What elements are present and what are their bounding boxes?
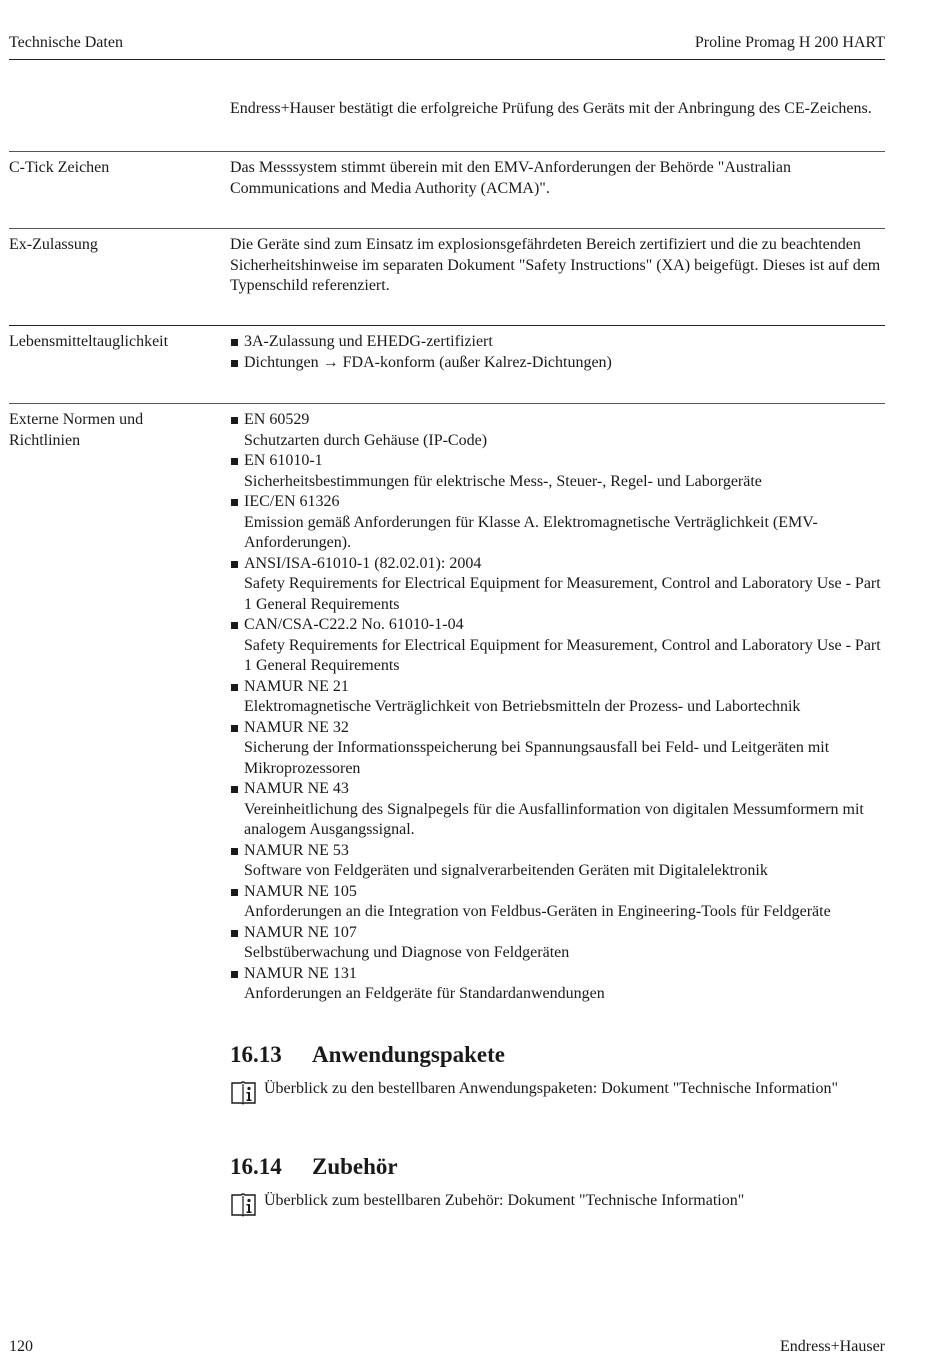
- section-number: 16.14: [230, 1154, 282, 1179]
- standard-description: Anforderungen an die Integration von Feldbus-Geräten in Engineering-Tools für Feldgeräte: [244, 903, 831, 920]
- spec-text: Die Geräte sind zum Einsatz im explosionsgefährdeten Bereich zertifiziert und die zu beachtenden Sicherheitshinweise im separaten Dokument "Safety Instructions" (XA) beigefügt. Dieses ist auf dem Typenschild referenziert.: [230, 236, 881, 294]
- standard-item: [230, 451, 885, 492]
- standard-description: Schutzarten durch Gehäuse (IP-Code): [244, 431, 488, 449]
- spec-row-ex-approval: [9, 228, 885, 324]
- standard-code: CAN/CSA-C22.2 No. 61010-1-04: [244, 616, 464, 633]
- standard-item: [230, 841, 885, 882]
- standard-item: [230, 615, 885, 677]
- standard-code: ANSI/ISA-61010-1 (82.02.01): 2004: [244, 554, 482, 572]
- spec-label: Externe Normen und Richtlinien: [9, 411, 144, 449]
- spec-row-standards: [9, 403, 885, 1014]
- standard-description: Anforderungen an Feldgeräte für Standardanwendungen: [244, 985, 605, 1002]
- footer-brand: Endress+Hauser: [780, 1338, 885, 1355]
- standard-code: EN 61010-1: [244, 452, 323, 469]
- book-info-icon: [230, 1191, 257, 1217]
- list-item: Dichtungen → FDA-konform (außer Kalrez-Dichtungen): [230, 353, 885, 374]
- standards-list: [230, 410, 885, 1005]
- standard-code: NAMUR NE 131: [244, 964, 357, 982]
- spec-label: Ex-Zulassung: [9, 236, 98, 253]
- note-text: Überblick zum bestellbaren Zubehör: Dokument "Technische Information": [264, 1192, 745, 1209]
- section-application-packages: [230, 1041, 885, 1100]
- note-text: Überblick zu den bestellbaren Anwendungspaketen: Dokument "Technische Information": [264, 1080, 838, 1097]
- spec-content: [230, 410, 885, 1005]
- spec-label: C-Tick Zeichen: [9, 159, 110, 176]
- standard-item: [230, 882, 885, 923]
- section-heading: [230, 1041, 885, 1069]
- page-number: 120: [9, 1338, 33, 1355]
- page-header: [9, 33, 885, 60]
- book-info-icon: [230, 1079, 257, 1105]
- spec-text: Das Messsystem stimmt überein mit den EMV-Anforderungen der Behörde "Australian Communications and Media Authority (ACMA)".: [230, 159, 791, 197]
- standard-code: NAMUR NE 21: [244, 677, 349, 695]
- standard-item: [230, 554, 885, 616]
- header-product-name: Proline Promag H 200 HART: [694, 34, 885, 51]
- standard-item: [230, 410, 885, 451]
- standard-item: [230, 779, 885, 841]
- standard-description: Sicherheitsbestimmungen für elektrische Mess-, Steuer-, Regel- und Laborgeräte: [244, 472, 762, 490]
- standard-description: Safety Requirements for Electrical Equipment for Measurement, Control and Laboratory Use - Part 1 General Requirements: [244, 575, 881, 613]
- bullet-list: [230, 332, 885, 373]
- spec-label: Lebensmitteltauglichkeit: [9, 333, 169, 350]
- standard-description: Emission gemäß Anforderungen für Klasse A. Elektromagnetische Verträglichkeit (EMV-Anforderungen).: [244, 513, 818, 551]
- ce-intro-text: Endress+Hauser bestätigt die erfolgreiche Prüfung des Geräts mit der Anbringung des CE-Zeichens.: [230, 100, 872, 117]
- standard-description: Software von Feldgeräten und signalverarbeitenden Geräten mit Digitalelektronik: [244, 862, 768, 879]
- standard-item: [230, 677, 885, 718]
- standard-code: NAMUR NE 53: [244, 841, 349, 859]
- spec-content: [230, 332, 885, 373]
- standard-description: Vereinheitlichung des Signalpegels für die Ausfallinformation von digitalen Messumformern mit analogem Ausgangssignal.: [244, 800, 864, 838]
- reference-note: [230, 1079, 885, 1100]
- section-number: 16.13: [230, 1042, 282, 1067]
- standard-description: Sicherung der Informationsspeicherung bei Spannungsausfall bei Feld- und Leitgeräten mit Mikroprozessoren: [244, 739, 830, 777]
- spec-row-c-tick: [9, 151, 885, 227]
- standard-code: NAMUR NE 32: [244, 718, 349, 736]
- standard-item: [230, 718, 885, 780]
- standard-item: [230, 492, 885, 554]
- standard-description: Safety Requirements for Electrical Equipment for Measurement, Control and Laboratory Use - Part 1 General Requirements: [244, 636, 881, 674]
- standard-item: [230, 923, 885, 964]
- standard-item: [230, 964, 885, 1005]
- section-accessories: [230, 1153, 885, 1212]
- standard-code: NAMUR NE 107: [244, 923, 357, 941]
- section-heading: [230, 1153, 885, 1181]
- standard-code: NAMUR NE 105: [244, 882, 357, 900]
- spec-row-food-approval: [9, 325, 885, 402]
- section-title: Anwendungspakete: [312, 1042, 505, 1067]
- standard-description: Elektromagnetische Verträglichkeit von Betriebsmitteln der Prozess- und Labortechnik: [244, 698, 801, 715]
- reference-note: [230, 1191, 885, 1212]
- standard-code: IEC/EN 61326: [244, 493, 340, 510]
- standard-description: Selbstüberwachung und Diagnose von Feldgeräten: [244, 944, 570, 961]
- standard-code: EN 60529: [244, 411, 310, 428]
- list-item: 3A-Zulassung und EHEDG-zertifiziert: [230, 332, 885, 353]
- section-title: Zubehör: [312, 1154, 398, 1179]
- header-chapter-title: Technische Daten: [9, 34, 123, 51]
- standard-code: NAMUR NE 43: [244, 780, 349, 797]
